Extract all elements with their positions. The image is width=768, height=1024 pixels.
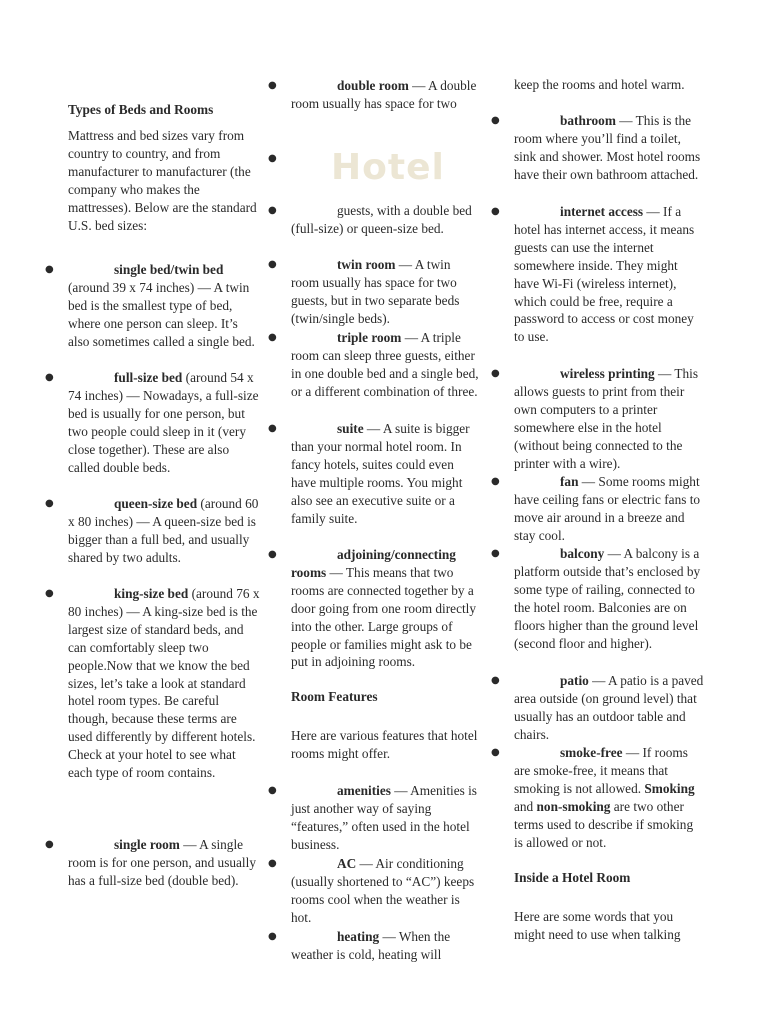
bullet-icon: ● bbox=[45, 498, 54, 509]
bullet-icon: ● bbox=[268, 153, 277, 164]
list-item bbox=[268, 329, 481, 401]
bullet-icon: ● bbox=[45, 588, 54, 599]
term: twin room bbox=[337, 257, 396, 272]
bullet-icon: ● bbox=[268, 259, 277, 270]
section-heading-beds: Types of Beds and Rooms bbox=[68, 102, 214, 117]
list-item bbox=[268, 256, 481, 328]
definition: — Air conditioning (usually shortened to “AC”) keeps rooms cool when the weather is hot. bbox=[291, 856, 475, 925]
bullet-icon: ● bbox=[268, 80, 277, 91]
section-heading-features: Room Features bbox=[291, 689, 378, 704]
term: bathroom bbox=[560, 113, 616, 128]
hotel-watermark: Hotel bbox=[331, 147, 445, 188]
features-intro: Here are various features that hotel rooms might offer. bbox=[291, 728, 478, 761]
term: single room bbox=[114, 837, 180, 852]
bullet-icon: ● bbox=[491, 206, 500, 217]
term: suite bbox=[337, 421, 364, 436]
list-item bbox=[45, 261, 262, 351]
list-item bbox=[491, 365, 704, 472]
bullet-icon: ● bbox=[491, 368, 500, 379]
list-item bbox=[268, 420, 481, 527]
term: double room bbox=[337, 78, 409, 93]
list-item bbox=[268, 855, 481, 927]
list-item bbox=[491, 473, 704, 545]
definition: — A patio is a paved area outside (on ground level) that usually has an outdoor table and chairs. bbox=[514, 673, 704, 742]
bullet-icon: ● bbox=[268, 549, 277, 560]
list-item bbox=[268, 546, 481, 671]
term: queen-size bed bbox=[114, 496, 198, 511]
definition: — A suite is bigger than your normal hotel room. In fancy hotels, suites could even have multiple rooms. You might also see an executive suite or a family suite. bbox=[291, 421, 470, 526]
definition: — If a hotel has internet access, it means guests can use the internet somewhere inside. They might have Wi-Fi (wireless internet), which could be free, require a password to access or cost money to use. bbox=[514, 204, 695, 345]
list-item bbox=[268, 202, 481, 238]
bullet-icon: ● bbox=[268, 423, 277, 434]
term: single bed/twin bed bbox=[114, 262, 224, 277]
list-item bbox=[491, 672, 704, 744]
list-item bbox=[491, 203, 704, 346]
definition: (around 54 x 74 inches) — Nowadays, a full-size bed is usually for one person, but two people could sleep in it (very close together). These are also called double beds. bbox=[68, 370, 259, 475]
list-item bbox=[45, 369, 262, 476]
definition: — If rooms are smoke-free, it means that smoking is not allowed. bbox=[514, 745, 688, 796]
bullet-icon: ● bbox=[268, 205, 277, 216]
bullet-icon: ● bbox=[491, 548, 500, 559]
definition: (around 60 x 80 inches) — A queen-size bed is bigger than a full bed, and usually shared by two adults. bbox=[68, 496, 259, 565]
bullet-icon: ● bbox=[268, 332, 277, 343]
term-smoking: Smoking bbox=[644, 780, 695, 796]
definition: — This means that two rooms are connected together by a door going from one room directly into the other. Large groups of people or families might ask to be put in adjoining rooms. bbox=[291, 564, 477, 670]
bullet-icon: ● bbox=[491, 476, 500, 487]
bullet-icon: ● bbox=[491, 675, 500, 686]
definition: — A triple room can sleep three guests, either in one double bed and a single bed, or a different combination of three. bbox=[291, 330, 479, 399]
term: full-size bed bbox=[114, 370, 183, 385]
term: heating bbox=[337, 929, 380, 944]
bullet-icon: ● bbox=[45, 839, 54, 850]
definition: — Amenities is just another way of saying “features,” often used in the hotel business. bbox=[291, 783, 477, 852]
list-item bbox=[45, 585, 262, 782]
definition: — When the weather is cold, heating will bbox=[291, 929, 451, 962]
definition: guests, with a double bed (full-size) or queen-size bed. bbox=[291, 203, 472, 236]
definition-tail: are two other terms used to describe if smoking is allowed or not. bbox=[514, 798, 694, 850]
list-item bbox=[491, 112, 704, 184]
term-non-smoking: non-smoking bbox=[536, 798, 611, 814]
list-item bbox=[491, 545, 704, 652]
definition: — A twin room usually has space for two guests, but in two separate beds (twin/single beds). bbox=[291, 257, 460, 326]
bullet-icon: ● bbox=[45, 264, 54, 275]
definition: — Some rooms might have ceiling fans or electric fans to move air around in a breeze and stay cool. bbox=[514, 474, 701, 543]
bullet-icon: ● bbox=[491, 747, 500, 758]
term: fan bbox=[560, 474, 579, 489]
list-item bbox=[268, 928, 481, 964]
list-item bbox=[268, 77, 481, 113]
bullet-icon: ● bbox=[491, 115, 500, 126]
term: smoke-free bbox=[560, 745, 623, 760]
bullet-icon: ● bbox=[268, 931, 277, 942]
term: patio bbox=[560, 673, 589, 688]
list-item bbox=[491, 744, 704, 851]
list-item bbox=[45, 836, 262, 890]
section-heading-inside-room: Inside a Hotel Room bbox=[514, 870, 631, 885]
bullet-icon: ● bbox=[268, 858, 277, 869]
list-item bbox=[45, 495, 262, 567]
term: king-size bed bbox=[114, 586, 189, 601]
definition: — This is the room where you’ll find a toilet, sink and shower. Most hotel rooms have their own bathroom attached. bbox=[514, 113, 701, 182]
definition: — A double room usually has space for two bbox=[291, 78, 477, 111]
definition: — This allows guests to print from their own computers to a printer somewhere else in the hotel (without being connected to the printer with a wire). bbox=[514, 366, 699, 471]
list-item bbox=[268, 782, 481, 854]
term: triple room bbox=[337, 330, 402, 345]
term: adjoining/connecting rooms bbox=[291, 547, 456, 580]
term: AC bbox=[337, 856, 357, 871]
term: amenities bbox=[337, 783, 391, 798]
definition: — A single room is for one person, and usually has a full-size bed (double bed). bbox=[68, 837, 256, 888]
definition: (around 39 x 74 inches) — A twin bed is the smallest type of bed, where one person can sleep. It’s also sometimes called a single bed. bbox=[68, 279, 255, 349]
term: balcony bbox=[560, 546, 605, 561]
bullet-icon: ● bbox=[45, 372, 54, 383]
term: internet access bbox=[560, 204, 644, 219]
bullet-icon: ● bbox=[268, 785, 277, 796]
continued-text: keep the rooms and hotel warm. bbox=[514, 77, 685, 92]
definition-mid: and bbox=[514, 798, 537, 814]
definition: — A balcony is a platform outside that’s enclosed by some type of railing, connected to the hotel room. Balconies are on floors higher than the ground level (second floor and higher). bbox=[514, 546, 701, 651]
term: wireless printing bbox=[560, 366, 655, 381]
definition: (around 76 x 80 inches) — A king-size bed is the largest size of standard beds, and can comfortably sleep two people.Now that we know the bed sizes, let’s take a look at standard hotel room types. Be careful though, because these terms are used differently by different hotels. Check at your hotel to see what each type of room contains. bbox=[68, 586, 260, 781]
beds-intro: Mattress and bed sizes vary from country to country, and from manufacturer to manufacturer (the company who makes the mattresses). Below are the standard U.S. bed sizes: bbox=[68, 128, 257, 233]
inside-room-intro: Here are some words that you might need to use when talking bbox=[514, 909, 681, 942]
